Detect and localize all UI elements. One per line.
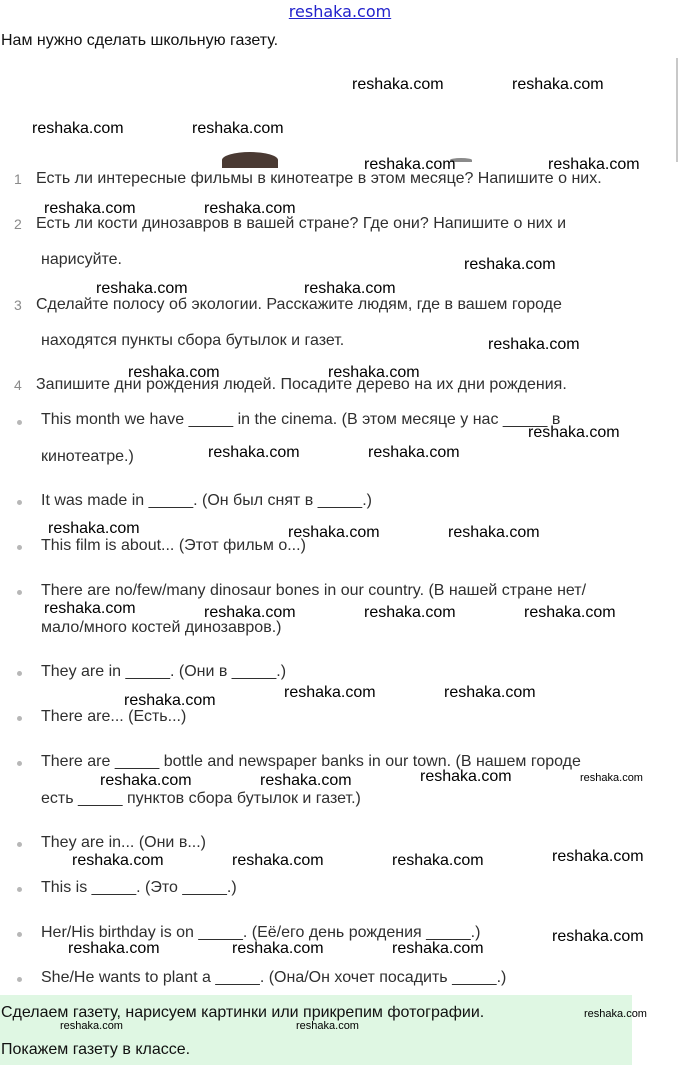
watermark: reshaka.com xyxy=(44,600,136,617)
watermark: reshaka.com xyxy=(204,604,296,621)
watermark: reshaka.com xyxy=(392,940,484,957)
phrase-text: There are... (Есть...) xyxy=(41,708,187,725)
watermark: reshaka.com xyxy=(488,336,580,353)
bullet-dot xyxy=(17,590,22,595)
watermark: reshaka.com xyxy=(364,604,456,621)
bullet-dot xyxy=(17,887,22,892)
phrase-text: This film is about... (Этот фильм о...) xyxy=(41,537,306,554)
phrase-text: They are in... (Они в...) xyxy=(41,834,206,851)
bullet-dot xyxy=(17,761,22,766)
watermark: reshaka.com xyxy=(528,424,620,441)
site-link[interactable]: reshaka.com xyxy=(288,2,392,21)
watermark: reshaka.com xyxy=(232,852,324,869)
watermark: reshaka.com xyxy=(232,940,324,957)
watermark: reshaka.com xyxy=(208,444,300,461)
watermark: reshaka.com xyxy=(524,604,616,621)
watermark: reshaka.com xyxy=(584,1008,647,1020)
watermark: reshaka.com xyxy=(100,772,192,789)
task-number: 2 xyxy=(14,216,22,232)
outro-text: Сделаем газету, нарисуем картинки или прикрепим фотографии. xyxy=(1,1004,485,1021)
illustration-fragment xyxy=(222,152,278,168)
watermark: reshaka.com xyxy=(288,524,380,541)
watermark: reshaka.com xyxy=(304,280,396,297)
task-text: Запишите дни рождения людей. Посадите дерево на их дни рождения. xyxy=(36,376,567,393)
task-number: 3 xyxy=(14,297,22,313)
watermark: reshaka.com xyxy=(44,200,136,217)
task-number: 4 xyxy=(14,377,22,393)
task-number: 1 xyxy=(14,171,22,187)
watermark: reshaka.com xyxy=(68,940,160,957)
bullet-dot xyxy=(17,932,22,937)
watermark: reshaka.com xyxy=(392,852,484,869)
phrase-text-continued: мало/много костей динозавров.) xyxy=(41,619,282,636)
bullet-dot xyxy=(17,977,22,982)
task-text: Есть ли кости динозавров в вашей стране? Где они? Напишите о них и xyxy=(36,215,567,232)
phrase-text-continued: есть _____ пунктов сбора бутылок и газет.) xyxy=(41,790,361,807)
watermark: reshaka.com xyxy=(32,120,124,137)
phrase-text: This is _____. (Это _____.) xyxy=(41,879,237,896)
phrase-text: This month we have _____ in the cinema. (В этом месяце у нас _____ в xyxy=(41,411,561,428)
watermark: reshaka.com xyxy=(580,772,643,784)
watermark: reshaka.com xyxy=(260,772,352,789)
task-text: Есть ли интересные фильмы в кинотеатре в этом месяце? Напишите о них. xyxy=(36,170,602,187)
outro-text: Покажем газету в классе. xyxy=(1,1041,191,1058)
watermark: reshaka.com xyxy=(548,156,640,173)
watermark: reshaka.com xyxy=(352,76,444,93)
watermark: reshaka.com xyxy=(204,200,296,217)
bullet-dot xyxy=(17,500,22,505)
task-text-continued: находятся пункты сбора бутылок и газет. xyxy=(41,332,345,349)
watermark: reshaka.com xyxy=(296,1020,359,1032)
watermark: reshaka.com xyxy=(552,848,644,865)
bullet-dot xyxy=(17,671,22,676)
bullet-dot xyxy=(17,545,22,550)
phrase-text: There are no/few/many dinosaur bones in our country. (В нашей стране нет/ xyxy=(41,582,587,599)
watermark: reshaka.com xyxy=(444,684,536,701)
phrase-text: It was made in _____. (Он был снят в _____.) xyxy=(41,492,372,509)
task-text-continued: нарисуйте. xyxy=(41,251,122,268)
phrase-text: Her/His birthday is on _____. (Её/его день рождения _____.) xyxy=(41,924,481,941)
watermark: reshaka.com xyxy=(448,524,540,541)
phrase-text-continued: кинотеатре.) xyxy=(41,448,134,465)
watermark: reshaka.com xyxy=(192,120,284,137)
watermark: reshaka.com xyxy=(552,928,644,945)
watermark: reshaka.com xyxy=(72,852,164,869)
bullet-dot xyxy=(17,716,22,721)
task-text: Сделайте полосу об экологии. Расскажите людям, где в вашем городе xyxy=(36,296,562,313)
phrase-text: There are _____ bottle and newspaper banks in our town. (В нашем городе xyxy=(41,753,581,770)
watermark: reshaka.com xyxy=(48,520,140,537)
watermark: reshaka.com xyxy=(464,256,556,273)
watermark: reshaka.com xyxy=(328,364,420,381)
watermark: reshaka.com xyxy=(420,768,512,785)
phrase-text: They are in _____. (Они в _____.) xyxy=(41,663,287,680)
watermark: reshaka.com xyxy=(284,684,376,701)
watermark: reshaka.com xyxy=(128,364,220,381)
watermark: reshaka.com xyxy=(364,156,456,173)
watermark: reshaka.com xyxy=(124,692,216,709)
phrase-text: She/He wants to plant a _____. (Она/Он хочет посадить _____.) xyxy=(41,969,507,986)
bullet-dot xyxy=(17,842,22,847)
watermark: reshaka.com xyxy=(96,280,188,297)
watermark: reshaka.com xyxy=(368,444,460,461)
bullet-dot xyxy=(17,420,22,425)
side-scroll-line xyxy=(676,58,678,162)
intro-text: Нам нужно сделать школьную газету. xyxy=(1,32,279,49)
watermark: reshaka.com xyxy=(60,1020,123,1032)
watermark: reshaka.com xyxy=(512,76,604,93)
